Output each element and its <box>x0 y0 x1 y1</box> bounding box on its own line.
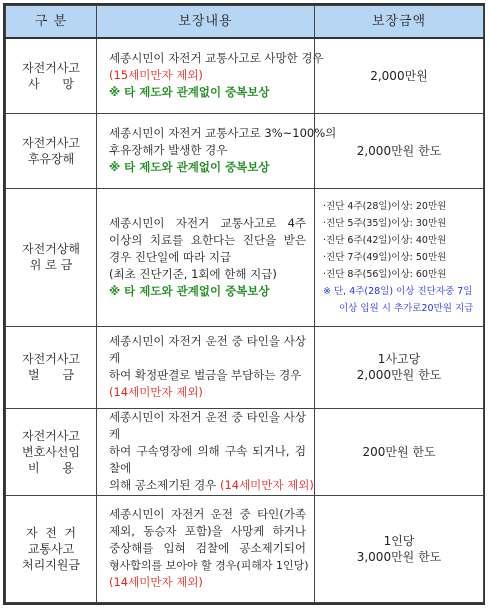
amount-cell <box>315 495 484 603</box>
table-row-settlement-support <box>6 495 484 603</box>
category-line: 사 망 <box>27 76 75 91</box>
content-cell <box>97 188 315 326</box>
category-line: 교통사고 <box>27 541 75 556</box>
category-line: 자전거사고 <box>22 60 80 75</box>
header-row <box>6 6 484 39</box>
content-text: 하여 구속영장에 의해 구속 되거나, 검찰에 <box>109 444 306 475</box>
header-category: 구 분 <box>6 6 97 39</box>
amount-list-item: ·진단 6주(42일)이상: 40만원 <box>323 234 447 246</box>
content-text: 이상의 치료를 요한다는 진단을 받은 <box>109 232 306 247</box>
table-row-consolation <box>6 188 484 326</box>
content-text: (최초 진단기준, 1회에 한해 지급) <box>109 266 277 281</box>
content-text: 세종시민이 자전거 교통사고로 사망한 경우 <box>109 51 324 66</box>
content-text: 의해 공소제기된 경우 <box>109 478 217 492</box>
category-line: 자전거사고 <box>22 428 80 443</box>
content-cell <box>97 495 315 603</box>
content-text: 세종시민이 자전거 운전 중 타인(가족 <box>109 507 306 522</box>
duplicate-note: ※ 타 제도와 관계없이 중복보상 <box>109 283 270 298</box>
category-cell <box>6 326 97 408</box>
amount-text: 2,000만원 한도 <box>356 143 442 158</box>
category-cell <box>6 38 97 113</box>
content-text: 세종시민이 자전거 교통사고로 3%~100%의 <box>109 126 337 140</box>
table-row-lawyer-fee <box>6 408 484 495</box>
content-line <box>109 477 314 494</box>
category-cell <box>6 495 97 603</box>
content-text: 후유장해가 발생한 경우 <box>109 143 228 157</box>
amount-cell <box>315 38 484 113</box>
content-cell <box>97 326 315 408</box>
table-row-death <box>6 38 484 113</box>
amount-cell <box>315 113 484 188</box>
amount-text: 1인당 <box>383 533 415 548</box>
amount-list-item: ·진단 8주(56일)이상: 60만원 <box>323 268 447 280</box>
content-text: 세종시민이 자전거 교통사고로 4주 <box>109 215 306 230</box>
category-cell <box>6 188 97 326</box>
category-line: 비 용 <box>27 460 75 475</box>
header-amount: 보장금액 <box>315 6 484 39</box>
content-text: 중상해를 입혀 검찰에 공소제기되어 <box>109 541 306 556</box>
amount-list-item: ·진단 7주(49일)이상: 50만원 <box>323 251 447 263</box>
amount-text: 200만원 한도 <box>362 444 436 459</box>
category-line: 처리지원금 <box>22 557 80 572</box>
category-cell <box>6 113 97 188</box>
amount-note: ※ 단, 4주(28일) 이상 진단자중 7일 <box>323 285 473 297</box>
header-content: 보장내용 <box>97 6 315 39</box>
category-line: 벌 금 <box>27 368 75 382</box>
content-text: 제외, 동승자 포함)을 사망케 하거나 <box>109 524 306 539</box>
category-line: 자 전 거 <box>25 525 77 540</box>
content-text: 세종시민이 자전거 운전 중 타인을 사상케 <box>109 334 306 365</box>
table-row-fine <box>6 326 484 408</box>
amount-list-item: ·진단 4주(28일)이상: 20만원 <box>323 200 447 212</box>
content-cell <box>97 38 324 113</box>
exclusion-text: (14세미만자 제외) <box>109 385 203 399</box>
content-text: 형사합의를 보아야 할 경우(피해자 1인당) <box>109 559 309 573</box>
coverage-table-frame <box>3 3 485 605</box>
duplicate-note: ※ 타 제도와 관계없이 중복보상 <box>109 85 270 100</box>
duplicate-note: ※ 타 제도와 관계없이 중복보상 <box>109 160 270 174</box>
category-line: 위 로 금 <box>29 258 73 272</box>
content-text: 세종시민이 자전거 운전 중 타인을 사상케 <box>109 410 306 441</box>
category-line: 후유장해 <box>27 151 75 166</box>
exclusion-text: (14세미만자 제외) <box>219 478 314 492</box>
table-row-disability <box>6 113 484 188</box>
content-cell <box>97 113 337 188</box>
amount-cell <box>315 188 484 326</box>
amount-note: 이상 입원 시 추가로20만원 지급 <box>339 302 474 314</box>
category-line: 자전거상해 <box>22 242 80 256</box>
category-line: 자전거사고 <box>22 135 80 150</box>
exclusion-text: (15세미만자 제외) <box>109 68 203 83</box>
content-text: 경우 진단일에 따라 지급 <box>109 249 232 264</box>
category-line: 변호사선임 <box>22 444 80 459</box>
content-text: 하여 확정판결로 벌금을 부담하는 경우 <box>109 368 302 382</box>
amount-cell <box>315 326 484 408</box>
category-cell <box>6 408 97 495</box>
coverage-table <box>5 5 484 603</box>
amount-text: 2,000만원 한도 <box>356 368 442 382</box>
category-line: 자전거사고 <box>22 352 80 366</box>
amount-text: 2,000만원 <box>370 68 428 83</box>
amount-cell <box>315 408 484 495</box>
amount-list-item: ·진단 5주(35일)이상: 30만원 <box>323 217 447 229</box>
content-cell <box>97 408 315 495</box>
amount-text: 3,000만원 한도 <box>356 549 442 564</box>
amount-text: 1사고당 <box>377 352 421 366</box>
exclusion-text: (14세미만자 제외) <box>109 575 203 590</box>
